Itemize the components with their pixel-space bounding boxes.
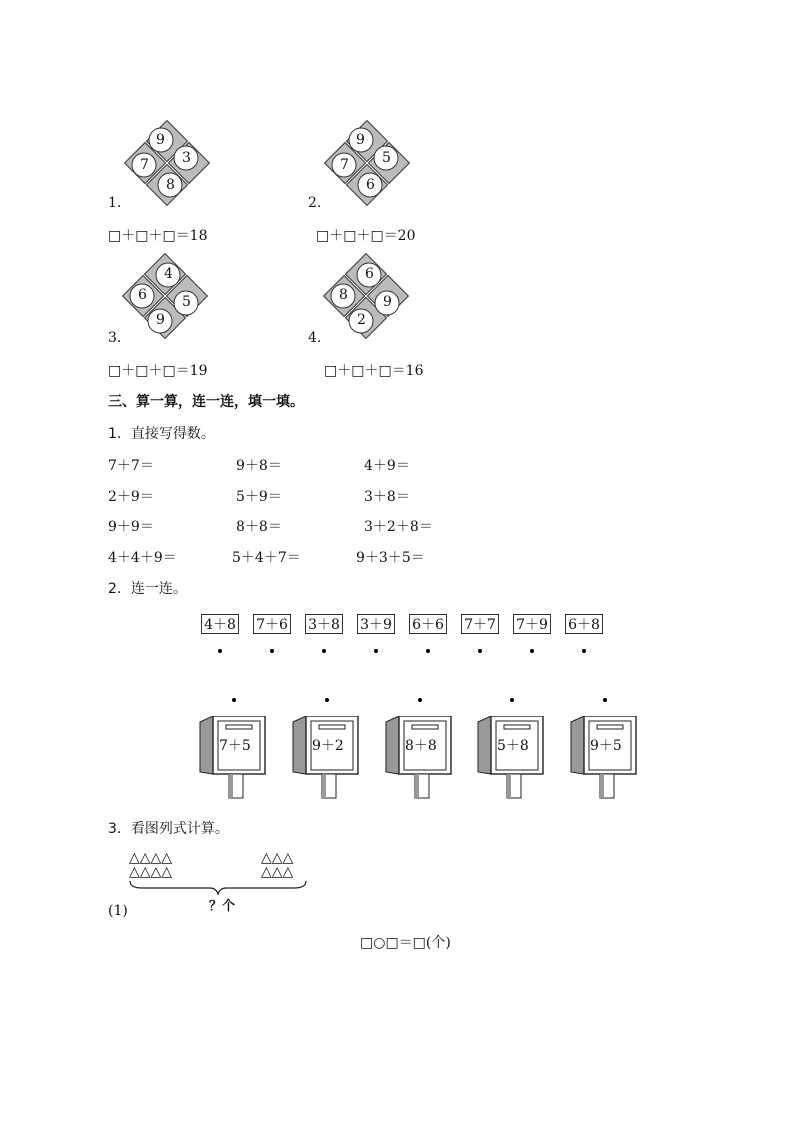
puzzle-4-right: 9 xyxy=(383,294,392,310)
puzzle-3-equation: □＋□＋□＝19 xyxy=(108,363,208,379)
q1-row3-col3: 3＋2＋8＝ xyxy=(364,519,433,535)
puzzle-4-left: 8 xyxy=(339,287,348,303)
q2-card-dot-3[interactable] xyxy=(322,649,326,653)
q2-mailbox-1 xyxy=(199,716,269,800)
q2-mailbox-4-expr: 5＋8 xyxy=(497,738,529,754)
puzzle-3-right: 5 xyxy=(182,294,191,310)
q2-card-2[interactable]: 7＋6 xyxy=(253,614,291,634)
puzzle-1-diamond xyxy=(124,120,210,206)
q2-card-6[interactable]: 7＋7 xyxy=(461,614,499,634)
q3-triangles-right-row2: △△△ xyxy=(261,864,294,880)
puzzle-2-bottom: 6 xyxy=(366,177,375,193)
puzzle-2-diamond xyxy=(324,120,410,206)
q1-row3-col2: 8＋8＝ xyxy=(236,519,282,535)
puzzle-3-top: 4 xyxy=(164,266,173,282)
q2-card-dot-4[interactable] xyxy=(374,649,378,653)
q3-answer-equation: □○□＝□(个) xyxy=(360,935,451,951)
q1-row4-col2: 5＋4＋7＝ xyxy=(232,550,301,566)
puzzle-4-label: 4. xyxy=(308,330,322,346)
q2-title: 2．连一连。 xyxy=(108,581,187,597)
q2-card-dot-8[interactable] xyxy=(582,649,586,653)
q2-card-dot-7[interactable] xyxy=(530,649,534,653)
puzzle-2-label: 2. xyxy=(308,195,322,211)
puzzle-4-equation: □＋□＋□＝16 xyxy=(324,363,424,379)
puzzle-3-left: 6 xyxy=(138,287,147,303)
puzzle-1-right: 3 xyxy=(182,150,191,166)
q2-card-7[interactable]: 7＋9 xyxy=(513,614,551,634)
q2-mailbox-dot-2[interactable] xyxy=(325,698,329,702)
q1-row1-col2: 9＋8＝ xyxy=(236,458,282,474)
q1-row1-col1: 7＋7＝ xyxy=(108,458,154,474)
q3-triangles-left-row2: △△△△ xyxy=(129,864,173,880)
q2-mailbox-2-expr: 9＋2 xyxy=(312,738,344,754)
q2-card-4[interactable]: 3＋9 xyxy=(357,614,395,634)
q1-row1-col3: 4＋9＝ xyxy=(364,458,410,474)
q2-card-dot-1[interactable] xyxy=(218,649,222,653)
q2-card-dot-6[interactable] xyxy=(478,649,482,653)
q1-row2-col1: 2＋9＝ xyxy=(108,489,154,505)
section-3-heading: 三、算一算，连一连，填一填。 xyxy=(108,394,304,410)
q3-title: 3．看图列式计算。 xyxy=(108,821,229,837)
puzzle-4-top: 6 xyxy=(365,266,374,282)
q1-row4-col3: 9＋3＋5＝ xyxy=(356,550,425,566)
q3-brace xyxy=(128,879,308,895)
q1-row2-col2: 5＋9＝ xyxy=(236,489,282,505)
q3-part-label: (1) xyxy=(108,903,128,919)
puzzle-1-bottom: 8 xyxy=(166,177,175,193)
q2-card-dot-2[interactable] xyxy=(270,649,274,653)
puzzle-4-bottom: 2 xyxy=(357,312,366,328)
q2-card-dot-5[interactable] xyxy=(426,649,430,653)
q2-mailbox-dot-1[interactable] xyxy=(232,698,236,702)
q2-card-8[interactable]: 6＋8 xyxy=(565,614,603,634)
puzzle-2-top: 9 xyxy=(356,132,365,148)
q2-mailbox-4 xyxy=(477,716,547,800)
puzzle-2-left: 7 xyxy=(340,157,349,173)
q2-mailbox-3 xyxy=(385,716,455,800)
q2-mailbox-dot-3[interactable] xyxy=(418,698,422,702)
q1-row3-col1: 9＋9＝ xyxy=(108,519,154,535)
q2-mailbox-dot-5[interactable] xyxy=(603,698,607,702)
puzzle-1-label: 1. xyxy=(108,195,122,211)
q2-mailbox-3-expr: 8＋8 xyxy=(405,738,437,754)
puzzle-1-equation: □＋□＋□＝18 xyxy=(108,228,208,244)
q2-card-1[interactable]: 4＋8 xyxy=(201,614,239,634)
q1-row2-col3: 3＋8＝ xyxy=(364,489,410,505)
q3-triangles-left-row1: △△△△ xyxy=(129,850,173,866)
q2-card-5[interactable]: 6＋6 xyxy=(409,614,447,634)
q2-mailbox-5 xyxy=(570,716,640,800)
q2-card-3[interactable]: 3＋8 xyxy=(305,614,343,634)
q1-title: 1．直接写得数。 xyxy=(108,426,215,442)
q3-triangles-right-row1: △△△ xyxy=(261,850,294,866)
puzzle-3-bottom: 9 xyxy=(156,312,165,328)
puzzle-2-right: 5 xyxy=(382,150,391,166)
q2-mailbox-5-expr: 9＋5 xyxy=(590,738,622,754)
q2-mailbox-1-expr: 7＋5 xyxy=(219,738,251,754)
q2-mailbox-dot-4[interactable] xyxy=(510,698,514,702)
q1-row4-col1: 4＋4＋9＝ xyxy=(108,550,177,566)
puzzle-1-left: 7 xyxy=(140,157,149,173)
puzzle-1-top: 9 xyxy=(156,132,165,148)
puzzle-3-label: 3. xyxy=(108,330,122,346)
q3-question: ？个 xyxy=(209,899,236,914)
puzzle-2-equation: □＋□＋□＝20 xyxy=(316,228,416,244)
q2-mailbox-2 xyxy=(292,716,362,800)
